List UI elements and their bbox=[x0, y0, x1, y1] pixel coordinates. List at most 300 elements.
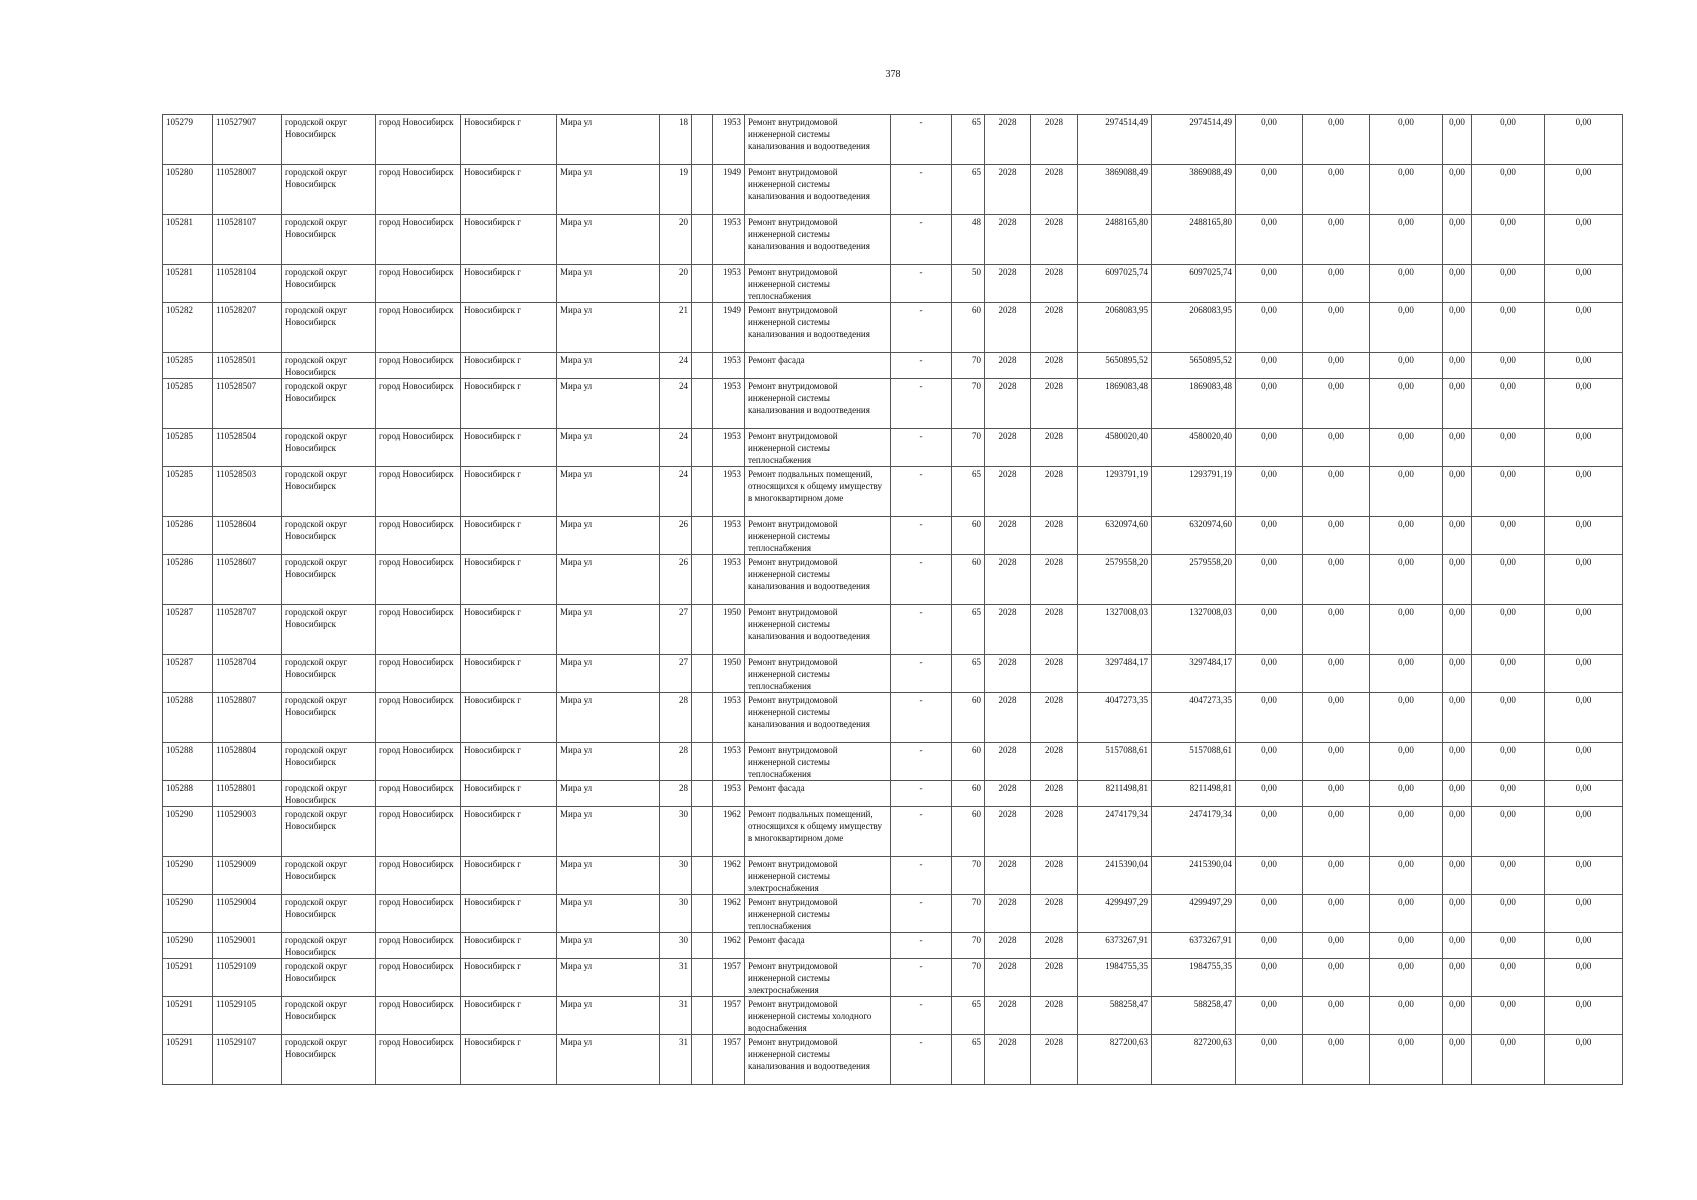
cell-dash: - bbox=[891, 807, 952, 857]
cell-year-start: 2028 bbox=[985, 997, 1031, 1035]
table-row bbox=[163, 743, 1623, 781]
cell-city: Новосибирск г bbox=[461, 655, 557, 693]
cell-fund-5: 0,00 bbox=[1472, 781, 1545, 807]
cell-fund-5: 0,00 bbox=[1472, 605, 1545, 655]
cell-dash: - bbox=[891, 215, 952, 265]
cell-build-year: 1953 bbox=[713, 467, 745, 517]
cell-building bbox=[692, 303, 713, 353]
cell-dash: - bbox=[891, 303, 952, 353]
cell-work-code: 110529109 bbox=[213, 959, 282, 997]
cell-build-year: 1962 bbox=[713, 807, 745, 857]
cell-district: городской округ Новосибирск bbox=[282, 303, 376, 353]
cell-dash: - bbox=[891, 959, 952, 997]
table-row bbox=[163, 517, 1623, 555]
cell-work-type: Ремонт внутридомовой инженерной системы теплоснабжения bbox=[745, 429, 891, 467]
cell-fund-3: 0,00 bbox=[1370, 693, 1443, 743]
cell-object-id: 105290 bbox=[163, 895, 213, 933]
cell-city: Новосибирск г bbox=[461, 693, 557, 743]
cell-year-end: 2028 bbox=[1031, 895, 1078, 933]
cell-fund-3: 0,00 bbox=[1370, 215, 1443, 265]
cell-fund-2: 0,00 bbox=[1303, 303, 1370, 353]
cell-total: 2488165,80 bbox=[1152, 215, 1236, 265]
cell-house-number: 21 bbox=[660, 303, 692, 353]
cell-work-type: Ремонт внутридомовой инженерной системы канализования и водоотведения bbox=[745, 115, 891, 165]
cell-fund-4: 0,00 bbox=[1443, 303, 1472, 353]
cell-house-number: 31 bbox=[660, 997, 692, 1035]
cell-year-start: 2028 bbox=[985, 693, 1031, 743]
cell-year-end: 2028 bbox=[1031, 215, 1078, 265]
cell-fund-6: 0,00 bbox=[1545, 781, 1623, 807]
cell-wear-percent: 60 bbox=[952, 303, 985, 353]
cell-settlement: город Новосибирск bbox=[376, 467, 461, 517]
cell-city: Новосибирск г bbox=[461, 115, 557, 165]
cell-fund-5: 0,00 bbox=[1472, 429, 1545, 467]
cell-work-type: Ремонт внутридомовой инженерной системы теплоснабжения bbox=[745, 517, 891, 555]
cell-wear-percent: 60 bbox=[952, 517, 985, 555]
cell-fund-1: 0,00 bbox=[1236, 605, 1303, 655]
cell-street: Мира ул bbox=[557, 303, 660, 353]
cell-fund-3: 0,00 bbox=[1370, 467, 1443, 517]
cell-year-start: 2028 bbox=[985, 1035, 1031, 1085]
cell-fund-6: 0,00 bbox=[1545, 429, 1623, 467]
cell-fund-4: 0,00 bbox=[1443, 165, 1472, 215]
cell-street: Мира ул bbox=[557, 933, 660, 959]
cell-fund-4: 0,00 bbox=[1443, 379, 1472, 429]
cell-cost: 2068083,95 bbox=[1078, 303, 1152, 353]
cell-street: Мира ул bbox=[557, 895, 660, 933]
cell-total: 1327008,03 bbox=[1152, 605, 1236, 655]
cell-building bbox=[692, 265, 713, 303]
cell-building bbox=[692, 379, 713, 429]
cell-fund-5: 0,00 bbox=[1472, 807, 1545, 857]
cell-fund-5: 0,00 bbox=[1472, 895, 1545, 933]
cell-fund-6: 0,00 bbox=[1545, 353, 1623, 379]
cell-total: 2579558,20 bbox=[1152, 555, 1236, 605]
cell-wear-percent: 60 bbox=[952, 781, 985, 807]
cell-cost: 6373267,91 bbox=[1078, 933, 1152, 959]
cell-fund-6: 0,00 bbox=[1545, 165, 1623, 215]
cell-house-number: 30 bbox=[660, 857, 692, 895]
cell-build-year: 1949 bbox=[713, 165, 745, 215]
cell-work-type: Ремонт внутридомовой инженерной системы канализования и водоотведения bbox=[745, 303, 891, 353]
cell-street: Мира ул bbox=[557, 467, 660, 517]
cell-fund-1: 0,00 bbox=[1236, 1035, 1303, 1085]
cell-year-start: 2028 bbox=[985, 265, 1031, 303]
cell-fund-6: 0,00 bbox=[1545, 807, 1623, 857]
cell-fund-4: 0,00 bbox=[1443, 895, 1472, 933]
cell-fund-6: 0,00 bbox=[1545, 895, 1623, 933]
cell-street: Мира ул bbox=[557, 379, 660, 429]
cell-wear-percent: 70 bbox=[952, 959, 985, 997]
cell-build-year: 1957 bbox=[713, 1035, 745, 1085]
cell-total: 1869083,48 bbox=[1152, 379, 1236, 429]
cell-year-end: 2028 bbox=[1031, 997, 1078, 1035]
cell-work-code: 110528504 bbox=[213, 429, 282, 467]
cell-dash: - bbox=[891, 353, 952, 379]
cell-cost: 2474179,34 bbox=[1078, 807, 1152, 857]
cell-settlement: город Новосибирск bbox=[376, 693, 461, 743]
cell-fund-2: 0,00 bbox=[1303, 215, 1370, 265]
cell-house-number: 30 bbox=[660, 933, 692, 959]
cell-city: Новосибирск г bbox=[461, 467, 557, 517]
cell-fund-4: 0,00 bbox=[1443, 807, 1472, 857]
cell-year-start: 2028 bbox=[985, 215, 1031, 265]
cell-fund-2: 0,00 bbox=[1303, 517, 1370, 555]
cell-house-number: 18 bbox=[660, 115, 692, 165]
cell-house-number: 24 bbox=[660, 379, 692, 429]
cell-work-code: 110528807 bbox=[213, 693, 282, 743]
cell-year-start: 2028 bbox=[985, 743, 1031, 781]
cell-object-id: 105281 bbox=[163, 265, 213, 303]
cell-dash: - bbox=[891, 165, 952, 215]
cell-street: Мира ул bbox=[557, 655, 660, 693]
cell-cost: 3869088,49 bbox=[1078, 165, 1152, 215]
cell-building bbox=[692, 693, 713, 743]
cell-building bbox=[692, 743, 713, 781]
cell-fund-4: 0,00 bbox=[1443, 555, 1472, 605]
cell-house-number: 27 bbox=[660, 605, 692, 655]
cell-fund-2: 0,00 bbox=[1303, 1035, 1370, 1085]
cell-building bbox=[692, 517, 713, 555]
cell-build-year: 1949 bbox=[713, 303, 745, 353]
cell-cost: 5157088,61 bbox=[1078, 743, 1152, 781]
cell-fund-4: 0,00 bbox=[1443, 429, 1472, 467]
cell-fund-5: 0,00 bbox=[1472, 379, 1545, 429]
cell-fund-1: 0,00 bbox=[1236, 353, 1303, 379]
cell-fund-5: 0,00 bbox=[1472, 857, 1545, 895]
cell-fund-2: 0,00 bbox=[1303, 933, 1370, 959]
cell-build-year: 1962 bbox=[713, 933, 745, 959]
cell-wear-percent: 65 bbox=[952, 165, 985, 215]
cell-fund-5: 0,00 bbox=[1472, 743, 1545, 781]
cell-build-year: 1953 bbox=[713, 781, 745, 807]
cell-total: 6320974,60 bbox=[1152, 517, 1236, 555]
cell-year-start: 2028 bbox=[985, 959, 1031, 997]
cell-fund-6: 0,00 bbox=[1545, 997, 1623, 1035]
cell-settlement: город Новосибирск bbox=[376, 895, 461, 933]
cell-year-end: 2028 bbox=[1031, 857, 1078, 895]
cell-settlement: город Новосибирск bbox=[376, 517, 461, 555]
cell-settlement: город Новосибирск bbox=[376, 1035, 461, 1085]
cell-dash: - bbox=[891, 895, 952, 933]
cell-city: Новосибирск г bbox=[461, 959, 557, 997]
cell-total: 5650895,52 bbox=[1152, 353, 1236, 379]
cell-building bbox=[692, 429, 713, 467]
cell-total: 3297484,17 bbox=[1152, 655, 1236, 693]
cell-city: Новосибирск г bbox=[461, 165, 557, 215]
cell-dash: - bbox=[891, 429, 952, 467]
cell-year-start: 2028 bbox=[985, 115, 1031, 165]
cell-settlement: город Новосибирск bbox=[376, 933, 461, 959]
cell-total: 3869088,49 bbox=[1152, 165, 1236, 215]
table-row bbox=[163, 379, 1623, 429]
cell-fund-4: 0,00 bbox=[1443, 781, 1472, 807]
cell-fund-5: 0,00 bbox=[1472, 303, 1545, 353]
cell-fund-2: 0,00 bbox=[1303, 429, 1370, 467]
cell-dash: - bbox=[891, 743, 952, 781]
cell-build-year: 1953 bbox=[713, 265, 745, 303]
cell-year-start: 2028 bbox=[985, 655, 1031, 693]
table-row bbox=[163, 933, 1623, 959]
cell-cost: 1293791,19 bbox=[1078, 467, 1152, 517]
cell-work-type: Ремонт внутридомовой инженерной системы холодного водоснабжения bbox=[745, 997, 891, 1035]
cell-fund-6: 0,00 bbox=[1545, 265, 1623, 303]
cell-year-end: 2028 bbox=[1031, 743, 1078, 781]
cell-fund-6: 0,00 bbox=[1545, 959, 1623, 997]
cell-fund-2: 0,00 bbox=[1303, 379, 1370, 429]
cell-cost: 2974514,49 bbox=[1078, 115, 1152, 165]
cell-district: городской округ Новосибирск bbox=[282, 959, 376, 997]
cell-fund-1: 0,00 bbox=[1236, 165, 1303, 215]
cell-year-start: 2028 bbox=[985, 933, 1031, 959]
cell-street: Мира ул bbox=[557, 1035, 660, 1085]
cell-fund-6: 0,00 bbox=[1545, 379, 1623, 429]
table-row bbox=[163, 807, 1623, 857]
cell-work-type: Ремонт внутридомовой инженерной системы канализования и водоотведения bbox=[745, 215, 891, 265]
cell-house-number: 20 bbox=[660, 215, 692, 265]
cell-street: Мира ул bbox=[557, 857, 660, 895]
cell-cost: 588258,47 bbox=[1078, 997, 1152, 1035]
cell-fund-5: 0,00 bbox=[1472, 959, 1545, 997]
cell-building bbox=[692, 467, 713, 517]
cell-dash: - bbox=[891, 605, 952, 655]
cell-city: Новосибирск г bbox=[461, 555, 557, 605]
cell-fund-3: 0,00 bbox=[1370, 555, 1443, 605]
cell-work-code: 110528704 bbox=[213, 655, 282, 693]
repair-register-table bbox=[162, 114, 1623, 1085]
cell-cost: 2415390,04 bbox=[1078, 857, 1152, 895]
cell-settlement: город Новосибирск bbox=[376, 997, 461, 1035]
cell-district: городской округ Новосибирск bbox=[282, 353, 376, 379]
cell-city: Новосибирск г bbox=[461, 807, 557, 857]
cell-fund-6: 0,00 bbox=[1545, 655, 1623, 693]
cell-wear-percent: 70 bbox=[952, 379, 985, 429]
cell-object-id: 105287 bbox=[163, 605, 213, 655]
cell-build-year: 1953 bbox=[713, 693, 745, 743]
cell-district: городской округ Новосибирск bbox=[282, 997, 376, 1035]
cell-work-code: 110528801 bbox=[213, 781, 282, 807]
cell-fund-6: 0,00 bbox=[1545, 215, 1623, 265]
cell-fund-1: 0,00 bbox=[1236, 303, 1303, 353]
cell-build-year: 1953 bbox=[713, 379, 745, 429]
cell-building bbox=[692, 1035, 713, 1085]
cell-city: Новосибирск г bbox=[461, 895, 557, 933]
cell-work-code: 110528104 bbox=[213, 265, 282, 303]
cell-settlement: город Новосибирск bbox=[376, 265, 461, 303]
cell-fund-4: 0,00 bbox=[1443, 997, 1472, 1035]
cell-year-end: 2028 bbox=[1031, 429, 1078, 467]
cell-fund-2: 0,00 bbox=[1303, 115, 1370, 165]
cell-work-type: Ремонт внутридомовой инженерной системы теплоснабжения bbox=[745, 895, 891, 933]
cell-fund-4: 0,00 bbox=[1443, 933, 1472, 959]
cell-build-year: 1957 bbox=[713, 959, 745, 997]
table-row bbox=[163, 605, 1623, 655]
cell-wear-percent: 50 bbox=[952, 265, 985, 303]
cell-fund-5: 0,00 bbox=[1472, 265, 1545, 303]
cell-total: 2974514,49 bbox=[1152, 115, 1236, 165]
cell-fund-1: 0,00 bbox=[1236, 215, 1303, 265]
cell-city: Новосибирск г bbox=[461, 265, 557, 303]
cell-cost: 1327008,03 bbox=[1078, 605, 1152, 655]
cell-fund-5: 0,00 bbox=[1472, 353, 1545, 379]
cell-work-code: 110528604 bbox=[213, 517, 282, 555]
cell-wear-percent: 70 bbox=[952, 429, 985, 467]
cell-city: Новосибирск г bbox=[461, 1035, 557, 1085]
cell-object-id: 105290 bbox=[163, 857, 213, 895]
cell-building bbox=[692, 857, 713, 895]
cell-district: городской округ Новосибирск bbox=[282, 743, 376, 781]
cell-work-code: 110528503 bbox=[213, 467, 282, 517]
cell-total: 4047273,35 bbox=[1152, 693, 1236, 743]
cell-build-year: 1950 bbox=[713, 655, 745, 693]
cell-house-number: 31 bbox=[660, 1035, 692, 1085]
cell-object-id: 105282 bbox=[163, 303, 213, 353]
cell-street: Мира ул bbox=[557, 605, 660, 655]
cell-house-number: 30 bbox=[660, 895, 692, 933]
cell-cost: 4580020,40 bbox=[1078, 429, 1152, 467]
cell-fund-2: 0,00 bbox=[1303, 605, 1370, 655]
cell-object-id: 105288 bbox=[163, 743, 213, 781]
cell-district: городской округ Новосибирск bbox=[282, 115, 376, 165]
cell-city: Новосибирск г bbox=[461, 517, 557, 555]
cell-work-type: Ремонт внутридомовой инженерной системы электроснабжения bbox=[745, 959, 891, 997]
cell-cost: 1869083,48 bbox=[1078, 379, 1152, 429]
cell-cost: 4047273,35 bbox=[1078, 693, 1152, 743]
cell-year-start: 2028 bbox=[985, 379, 1031, 429]
cell-fund-5: 0,00 bbox=[1472, 555, 1545, 605]
cell-year-start: 2028 bbox=[985, 895, 1031, 933]
cell-fund-2: 0,00 bbox=[1303, 265, 1370, 303]
cell-district: городской округ Новосибирск bbox=[282, 555, 376, 605]
table-row bbox=[163, 857, 1623, 895]
cell-district: городской округ Новосибирск bbox=[282, 693, 376, 743]
cell-object-id: 105290 bbox=[163, 933, 213, 959]
cell-total: 6097025,74 bbox=[1152, 265, 1236, 303]
cell-fund-1: 0,00 bbox=[1236, 781, 1303, 807]
cell-fund-4: 0,00 bbox=[1443, 605, 1472, 655]
cell-dash: - bbox=[891, 379, 952, 429]
cell-year-end: 2028 bbox=[1031, 265, 1078, 303]
cell-fund-2: 0,00 bbox=[1303, 165, 1370, 215]
cell-dash: - bbox=[891, 655, 952, 693]
cell-work-type: Ремонт внутридомовой инженерной системы канализования и водоотведения bbox=[745, 165, 891, 215]
cell-house-number: 28 bbox=[660, 693, 692, 743]
cell-work-type: Ремонт подвальных помещений, относящихся к общему имуществу в многоквартирном доме bbox=[745, 807, 891, 857]
cell-district: городской округ Новосибирск bbox=[282, 467, 376, 517]
cell-work-type: Ремонт фасада bbox=[745, 353, 891, 379]
cell-fund-6: 0,00 bbox=[1545, 115, 1623, 165]
cell-fund-5: 0,00 bbox=[1472, 655, 1545, 693]
cell-settlement: город Новосибирск bbox=[376, 959, 461, 997]
cell-street: Мира ул bbox=[557, 743, 660, 781]
cell-year-start: 2028 bbox=[985, 429, 1031, 467]
cell-building bbox=[692, 165, 713, 215]
cell-fund-3: 0,00 bbox=[1370, 743, 1443, 781]
cell-building bbox=[692, 115, 713, 165]
cell-year-end: 2028 bbox=[1031, 303, 1078, 353]
cell-cost: 8211498,81 bbox=[1078, 781, 1152, 807]
table-row bbox=[163, 165, 1623, 215]
cell-build-year: 1953 bbox=[713, 115, 745, 165]
cell-dash: - bbox=[891, 115, 952, 165]
cell-dash: - bbox=[891, 781, 952, 807]
cell-wear-percent: 65 bbox=[952, 115, 985, 165]
table-row bbox=[163, 353, 1623, 379]
cell-fund-1: 0,00 bbox=[1236, 997, 1303, 1035]
cell-dash: - bbox=[891, 933, 952, 959]
cell-fund-1: 0,00 bbox=[1236, 265, 1303, 303]
cell-year-end: 2028 bbox=[1031, 353, 1078, 379]
cell-house-number: 24 bbox=[660, 353, 692, 379]
cell-build-year: 1953 bbox=[713, 743, 745, 781]
cell-work-type: Ремонт внутридомовой инженерной системы теплоснабжения bbox=[745, 743, 891, 781]
cell-fund-1: 0,00 bbox=[1236, 857, 1303, 895]
cell-city: Новосибирск г bbox=[461, 743, 557, 781]
cell-object-id: 105287 bbox=[163, 655, 213, 693]
cell-fund-2: 0,00 bbox=[1303, 655, 1370, 693]
cell-settlement: город Новосибирск bbox=[376, 781, 461, 807]
cell-cost: 2488165,80 bbox=[1078, 215, 1152, 265]
cell-work-code: 110529107 bbox=[213, 1035, 282, 1085]
cell-fund-3: 0,00 bbox=[1370, 895, 1443, 933]
cell-fund-1: 0,00 bbox=[1236, 517, 1303, 555]
table-row bbox=[163, 781, 1623, 807]
cell-settlement: город Новосибирск bbox=[376, 605, 461, 655]
cell-object-id: 105281 bbox=[163, 215, 213, 265]
cell-district: городской округ Новосибирск bbox=[282, 895, 376, 933]
table-row bbox=[163, 555, 1623, 605]
cell-object-id: 105285 bbox=[163, 429, 213, 467]
cell-work-code: 110529009 bbox=[213, 857, 282, 895]
cell-fund-2: 0,00 bbox=[1303, 555, 1370, 605]
cell-year-end: 2028 bbox=[1031, 781, 1078, 807]
cell-fund-3: 0,00 bbox=[1370, 353, 1443, 379]
cell-dash: - bbox=[891, 693, 952, 743]
cell-fund-6: 0,00 bbox=[1545, 1035, 1623, 1085]
cell-cost: 5650895,52 bbox=[1078, 353, 1152, 379]
cell-house-number: 24 bbox=[660, 429, 692, 467]
cell-dash: - bbox=[891, 997, 952, 1035]
cell-fund-6: 0,00 bbox=[1545, 605, 1623, 655]
cell-house-number: 28 bbox=[660, 743, 692, 781]
cell-work-code: 110529003 bbox=[213, 807, 282, 857]
cell-wear-percent: 65 bbox=[952, 605, 985, 655]
cell-cost: 6097025,74 bbox=[1078, 265, 1152, 303]
cell-street: Мира ул bbox=[557, 353, 660, 379]
cell-fund-4: 0,00 bbox=[1443, 1035, 1472, 1085]
page-number: 378 bbox=[885, 69, 901, 80]
cell-fund-1: 0,00 bbox=[1236, 467, 1303, 517]
cell-fund-3: 0,00 bbox=[1370, 655, 1443, 693]
cell-object-id: 105288 bbox=[163, 693, 213, 743]
table-row bbox=[163, 467, 1623, 517]
cell-work-code: 110529004 bbox=[213, 895, 282, 933]
cell-fund-4: 0,00 bbox=[1443, 467, 1472, 517]
cell-year-end: 2028 bbox=[1031, 379, 1078, 429]
cell-fund-2: 0,00 bbox=[1303, 467, 1370, 517]
cell-work-code: 110528804 bbox=[213, 743, 282, 781]
cell-year-end: 2028 bbox=[1031, 555, 1078, 605]
cell-street: Мира ул bbox=[557, 959, 660, 997]
cell-fund-2: 0,00 bbox=[1303, 997, 1370, 1035]
cell-work-code: 110527907 bbox=[213, 115, 282, 165]
cell-fund-1: 0,00 bbox=[1236, 895, 1303, 933]
cell-building bbox=[692, 895, 713, 933]
cell-house-number: 20 bbox=[660, 265, 692, 303]
cell-build-year: 1957 bbox=[713, 997, 745, 1035]
cell-building bbox=[692, 933, 713, 959]
cell-year-end: 2028 bbox=[1031, 467, 1078, 517]
